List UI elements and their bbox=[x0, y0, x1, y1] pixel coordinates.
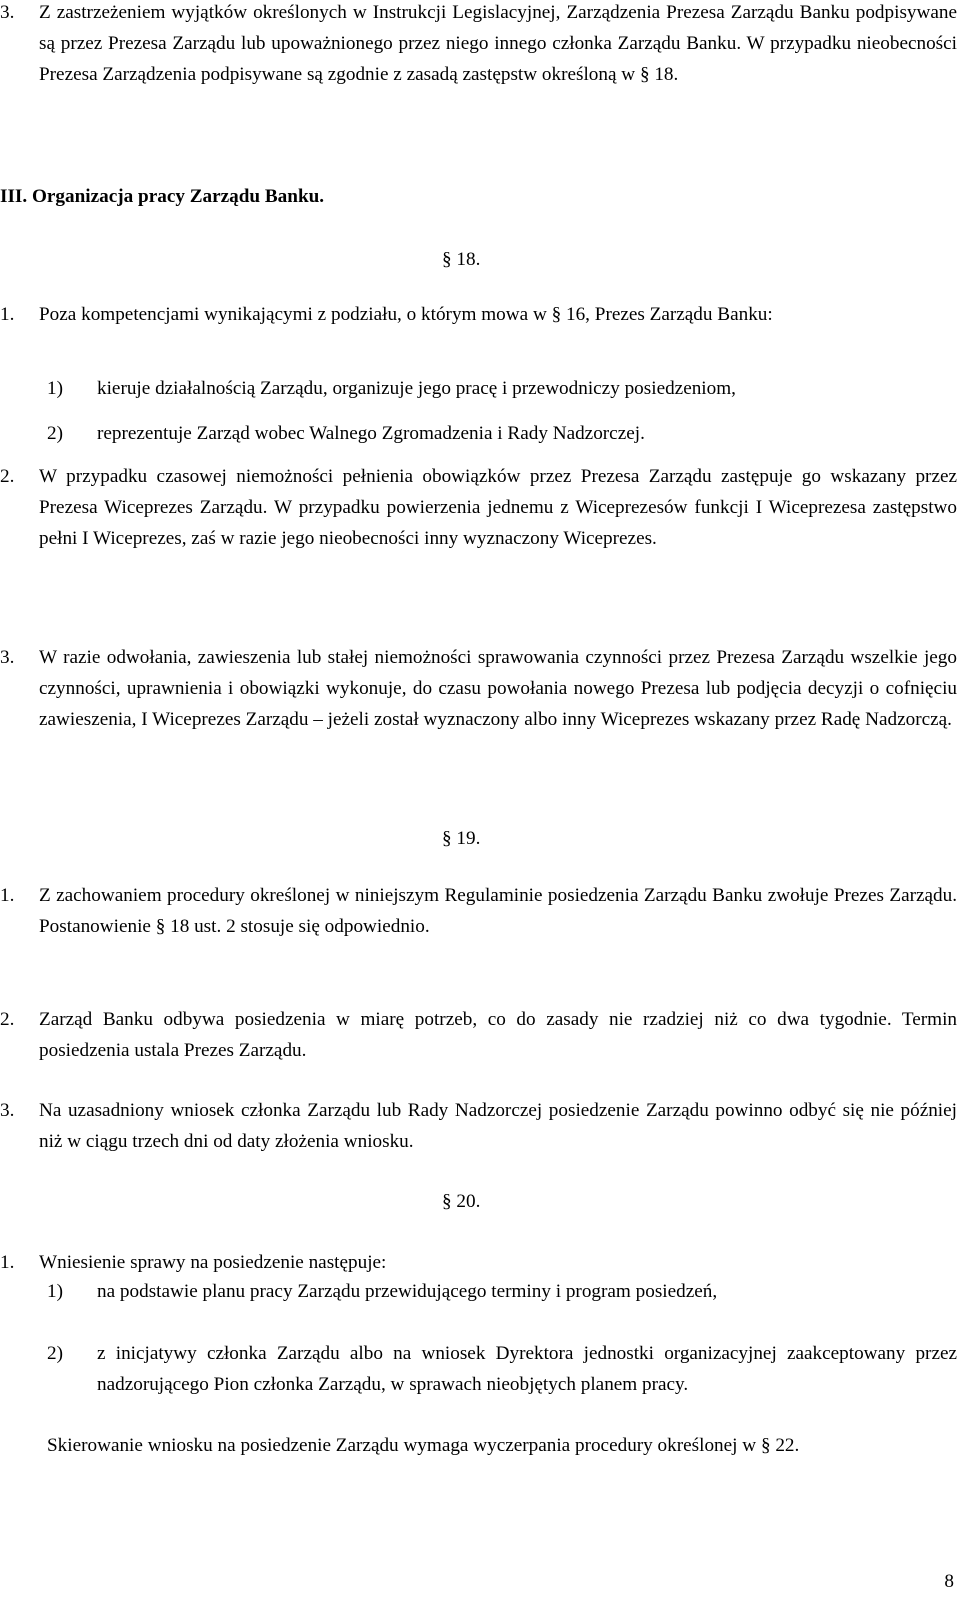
section-19-title: § 19. bbox=[442, 828, 481, 849]
item-text: na podstawie planu pracy Zarządu przewidującego terminy i program posiedzeń, bbox=[97, 1281, 718, 1302]
paragraph-number: 1. bbox=[0, 304, 15, 325]
paragraph-text: Poza kompetencjami wynikającymi z podziału, o którym mowa w § 16, Prezes Zarządu Banku: bbox=[39, 304, 773, 325]
paragraph-text: W przypadku czasowej niemożności pełnienia obowiązków przez Prezesa Zarządu zastępuje go wskazany przez Prezesa Wiceprezes Zarządu. W przypadku powierzenia jednemu z Wiceprezesów funkcji I Wiceprezesa zastępstwo pełni I Wiceprezes, zaś w razie jego nieobecności inny wyznaczony Wiceprezes. bbox=[39, 466, 957, 549]
section-19-paragraph-2 bbox=[0, 1004, 957, 1066]
paragraph-text: Z zachowaniem procedury określonej w niniejszym Regulaminie posiedzenia Zarządu Banku zwołuje Prezes Zarządu. Postanowienie § 18 ust. 2 stosuje się odpowiednio. bbox=[39, 885, 957, 937]
page-number: 8 bbox=[944, 1571, 954, 1592]
item-text: z inicjatywy członka Zarządu albo na wniosek Dyrektora jednostki organizacyjnej zaakceptowany przez nadzorującego Pion członka Zarządu, w sprawach nieobjętych planem pracy. bbox=[97, 1343, 957, 1395]
paragraph-number: 3. bbox=[0, 647, 15, 668]
section-20-item-1 bbox=[0, 1276, 957, 1307]
paragraph-3 bbox=[0, 0, 957, 90]
paragraph-number: 1. bbox=[0, 885, 15, 906]
paragraph-number: 3. bbox=[0, 2, 15, 23]
paragraph-number: 3. bbox=[0, 1100, 15, 1121]
item-number: 2) bbox=[47, 423, 63, 444]
paragraph-text: Na uzasadniony wniosek członka Zarządu lub Rady Nadzorczej posiedzenie Zarządu powinno odbyć się nie później niż w ciągu trzech dni od daty złożenia wniosku. bbox=[39, 1100, 957, 1152]
item-number: 2) bbox=[47, 1343, 63, 1364]
section-20-title: § 20. bbox=[442, 1191, 481, 1212]
section-19-paragraph-1 bbox=[0, 880, 957, 942]
section-18-title: § 18. bbox=[442, 249, 481, 270]
section-19-paragraph-3 bbox=[0, 1095, 957, 1157]
item-text: reprezentuje Zarząd wobec Walnego Zgromadzenia i Rady Nadzorczej. bbox=[97, 423, 645, 444]
section-20-closing-text: Skierowanie wniosku na posiedzenie Zarządu wymaga wyczerpania procedury określonej w § 22. bbox=[47, 1435, 800, 1456]
paragraph-number: 2. bbox=[0, 466, 15, 487]
item-text: kieruje działalnością Zarządu, organizuje jego pracę i przewodniczy posiedzeniom, bbox=[97, 378, 736, 399]
section-20-paragraph-1 bbox=[0, 1247, 957, 1278]
item-number: 1) bbox=[47, 378, 63, 399]
section-18-item-1 bbox=[0, 373, 957, 404]
section-18-paragraph-1 bbox=[0, 299, 957, 330]
paragraph-text: Zarząd Banku odbywa posiedzenia w miarę potrzeb, co do zasady nie rzadziej niż co dwa tygodnie. Termin posiedzenia ustala Prezes Zarządu. bbox=[39, 1009, 957, 1061]
item-number: 1) bbox=[47, 1281, 63, 1302]
paragraph-text: Z zastrzeżeniem wyjątków określonych w Instrukcji Legislacyjnej, Zarządzenia Prezesa Zarządu Banku podpisywane są przez Prezesa Zarządu lub upoważnionego przez niego innego członka Zarządu Banku. W przypadku nieobecności Prezesa Zarządzenia podpisywane są zgodnie z zasadą zastępstw określoną w § 18. bbox=[39, 2, 957, 85]
paragraph-text: Wniesienie sprawy na posiedzenie następuje: bbox=[39, 1252, 387, 1273]
section-20-item-2 bbox=[0, 1338, 957, 1400]
section-18-item-2 bbox=[0, 418, 957, 449]
paragraph-text: W razie odwołania, zawieszenia lub stałej niemożności sprawowania czynności przez Prezesa Zarządu wszelkie jego czynności, uprawnienia i obowiązki wykonuje, do czasu powołania nowego Prezesa lub podjęcia decyzji o cofnięciu zawieszenia, I Wiceprezes Zarządu – jeżeli został wyznaczony albo inny Wiceprezes wskazany przez Radę Nadzorczą. bbox=[39, 647, 957, 730]
paragraph-number: 1. bbox=[0, 1252, 15, 1273]
section-18-paragraph-2 bbox=[0, 461, 957, 554]
section-18-paragraph-3 bbox=[0, 642, 957, 735]
chapter-heading: III. Organizacja pracy Zarządu Banku. bbox=[0, 186, 325, 207]
paragraph-number: 2. bbox=[0, 1009, 15, 1030]
